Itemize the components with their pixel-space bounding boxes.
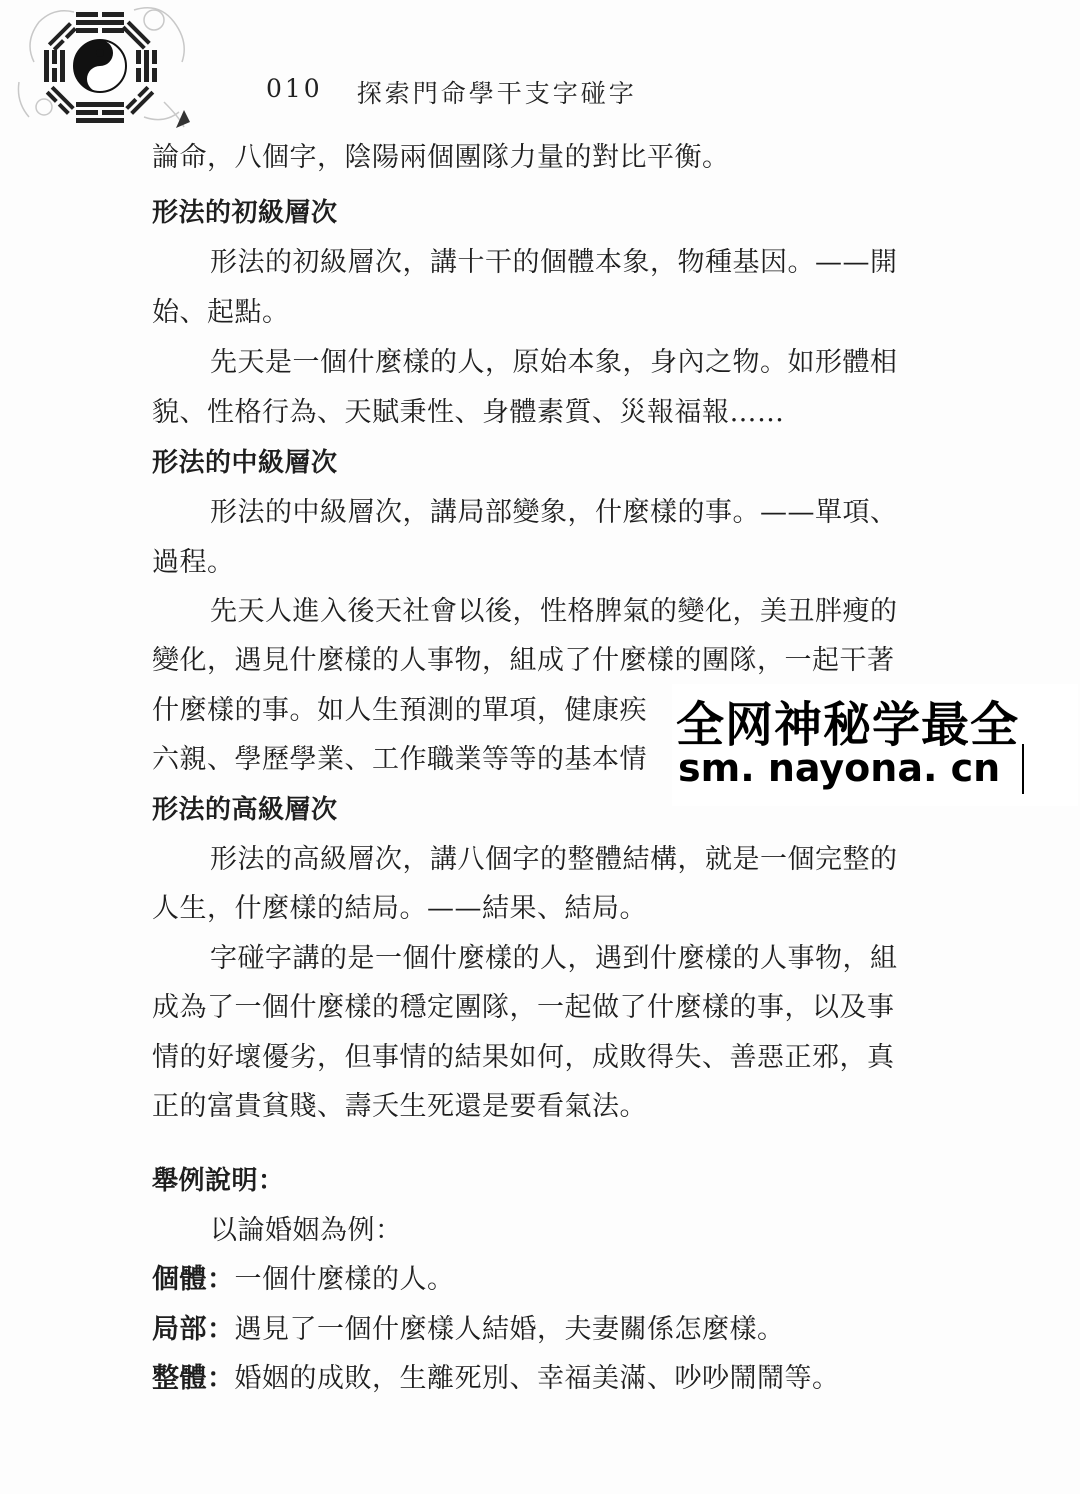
- example-line: [152, 1310, 785, 1350]
- book-title: 探索門命學干支字碰字: [356, 79, 637, 108]
- watermark-url: sm. nayona. cn: [678, 746, 1001, 790]
- example-text: 一個什麼樣的人。: [234, 1264, 455, 1295]
- paragraph-line: 過程。: [152, 547, 235, 578]
- page-number: 010: [266, 74, 323, 103]
- paragraph-line: 變化，遇見什麼樣的人事物，組成了什麼樣的團隊，一起干著: [152, 645, 895, 676]
- paragraph-line: 貌、性格行為、天賦秉性、身體素質、災報福報……: [152, 397, 785, 428]
- paragraph-line: 先天是一個什麼樣的人，原始本象，身內之物。如形體相: [210, 347, 898, 378]
- paragraph-line: 成為了一個什麼樣的穩定團隊，一起做了什麼樣的事，以及事: [152, 992, 895, 1023]
- watermark-overlay: [672, 684, 1078, 806]
- paragraph-line: 始、起點。: [152, 297, 290, 328]
- example-text: 婚姻的成敗，生離死別、幸福美滿、吵吵鬧鬧等。: [234, 1363, 840, 1394]
- text-cursor: [1022, 744, 1024, 794]
- paragraph-line: 什麼樣的事。如人生預測的單項，健康疾: [152, 695, 647, 726]
- example-label: 個體：: [152, 1264, 235, 1295]
- page-header: [266, 74, 637, 110]
- paragraph-line: 論命，八個字，陰陽兩個團隊力量的對比平衡。: [152, 142, 730, 173]
- example-label: 局部：: [152, 1314, 235, 1345]
- paragraph-line: 形法的初級層次，講十干的個體本象，物種基因。——開: [210, 247, 898, 278]
- paragraph-line: 情的好壞優劣，但事情的結果如何，成敗得失、善惡正邪，真: [152, 1042, 895, 1073]
- paragraph-line: 人生，什麼樣的結局。——結果、結局。: [152, 893, 647, 924]
- paragraph-line: 形法的中級層次，講局部變象，什麼樣的事。——單項、: [210, 497, 898, 528]
- section-heading: 形法的高級層次: [152, 795, 338, 825]
- paragraph-line: 先天人進入後天社會以後，性格脾氣的變化，美丑胖瘦的: [210, 596, 898, 627]
- example-line: [152, 1359, 840, 1399]
- section-heading: 形法的初級層次: [152, 198, 338, 228]
- paragraph-line: 以論婚姻為例：: [210, 1215, 403, 1246]
- paragraph-line: 六親、學歷學業、工作職業等等的基本情: [152, 744, 647, 775]
- bagua-yin-yang-icon: [14, 2, 190, 130]
- paragraph-line: 形法的高級層次，講八個字的整體結構，就是一個完整的: [210, 844, 898, 875]
- example-label: 整體：: [152, 1363, 235, 1394]
- paragraph-line: 字碰字講的是一個什麼樣的人，遇到什麼樣的人事物，組: [210, 943, 898, 974]
- section-heading: 形法的中級層次: [152, 448, 338, 478]
- paragraph-line: 正的富貴貧賤、壽夭生死還是要看氣法。: [152, 1091, 647, 1122]
- example-line: [152, 1260, 455, 1300]
- watermark-title: 全网神秘学最全: [676, 697, 1020, 753]
- example-text: 遇見了一個什麼樣人結婚，夫妻關係怎麼樣。: [234, 1314, 785, 1345]
- section-heading: 舉例說明：: [152, 1166, 285, 1196]
